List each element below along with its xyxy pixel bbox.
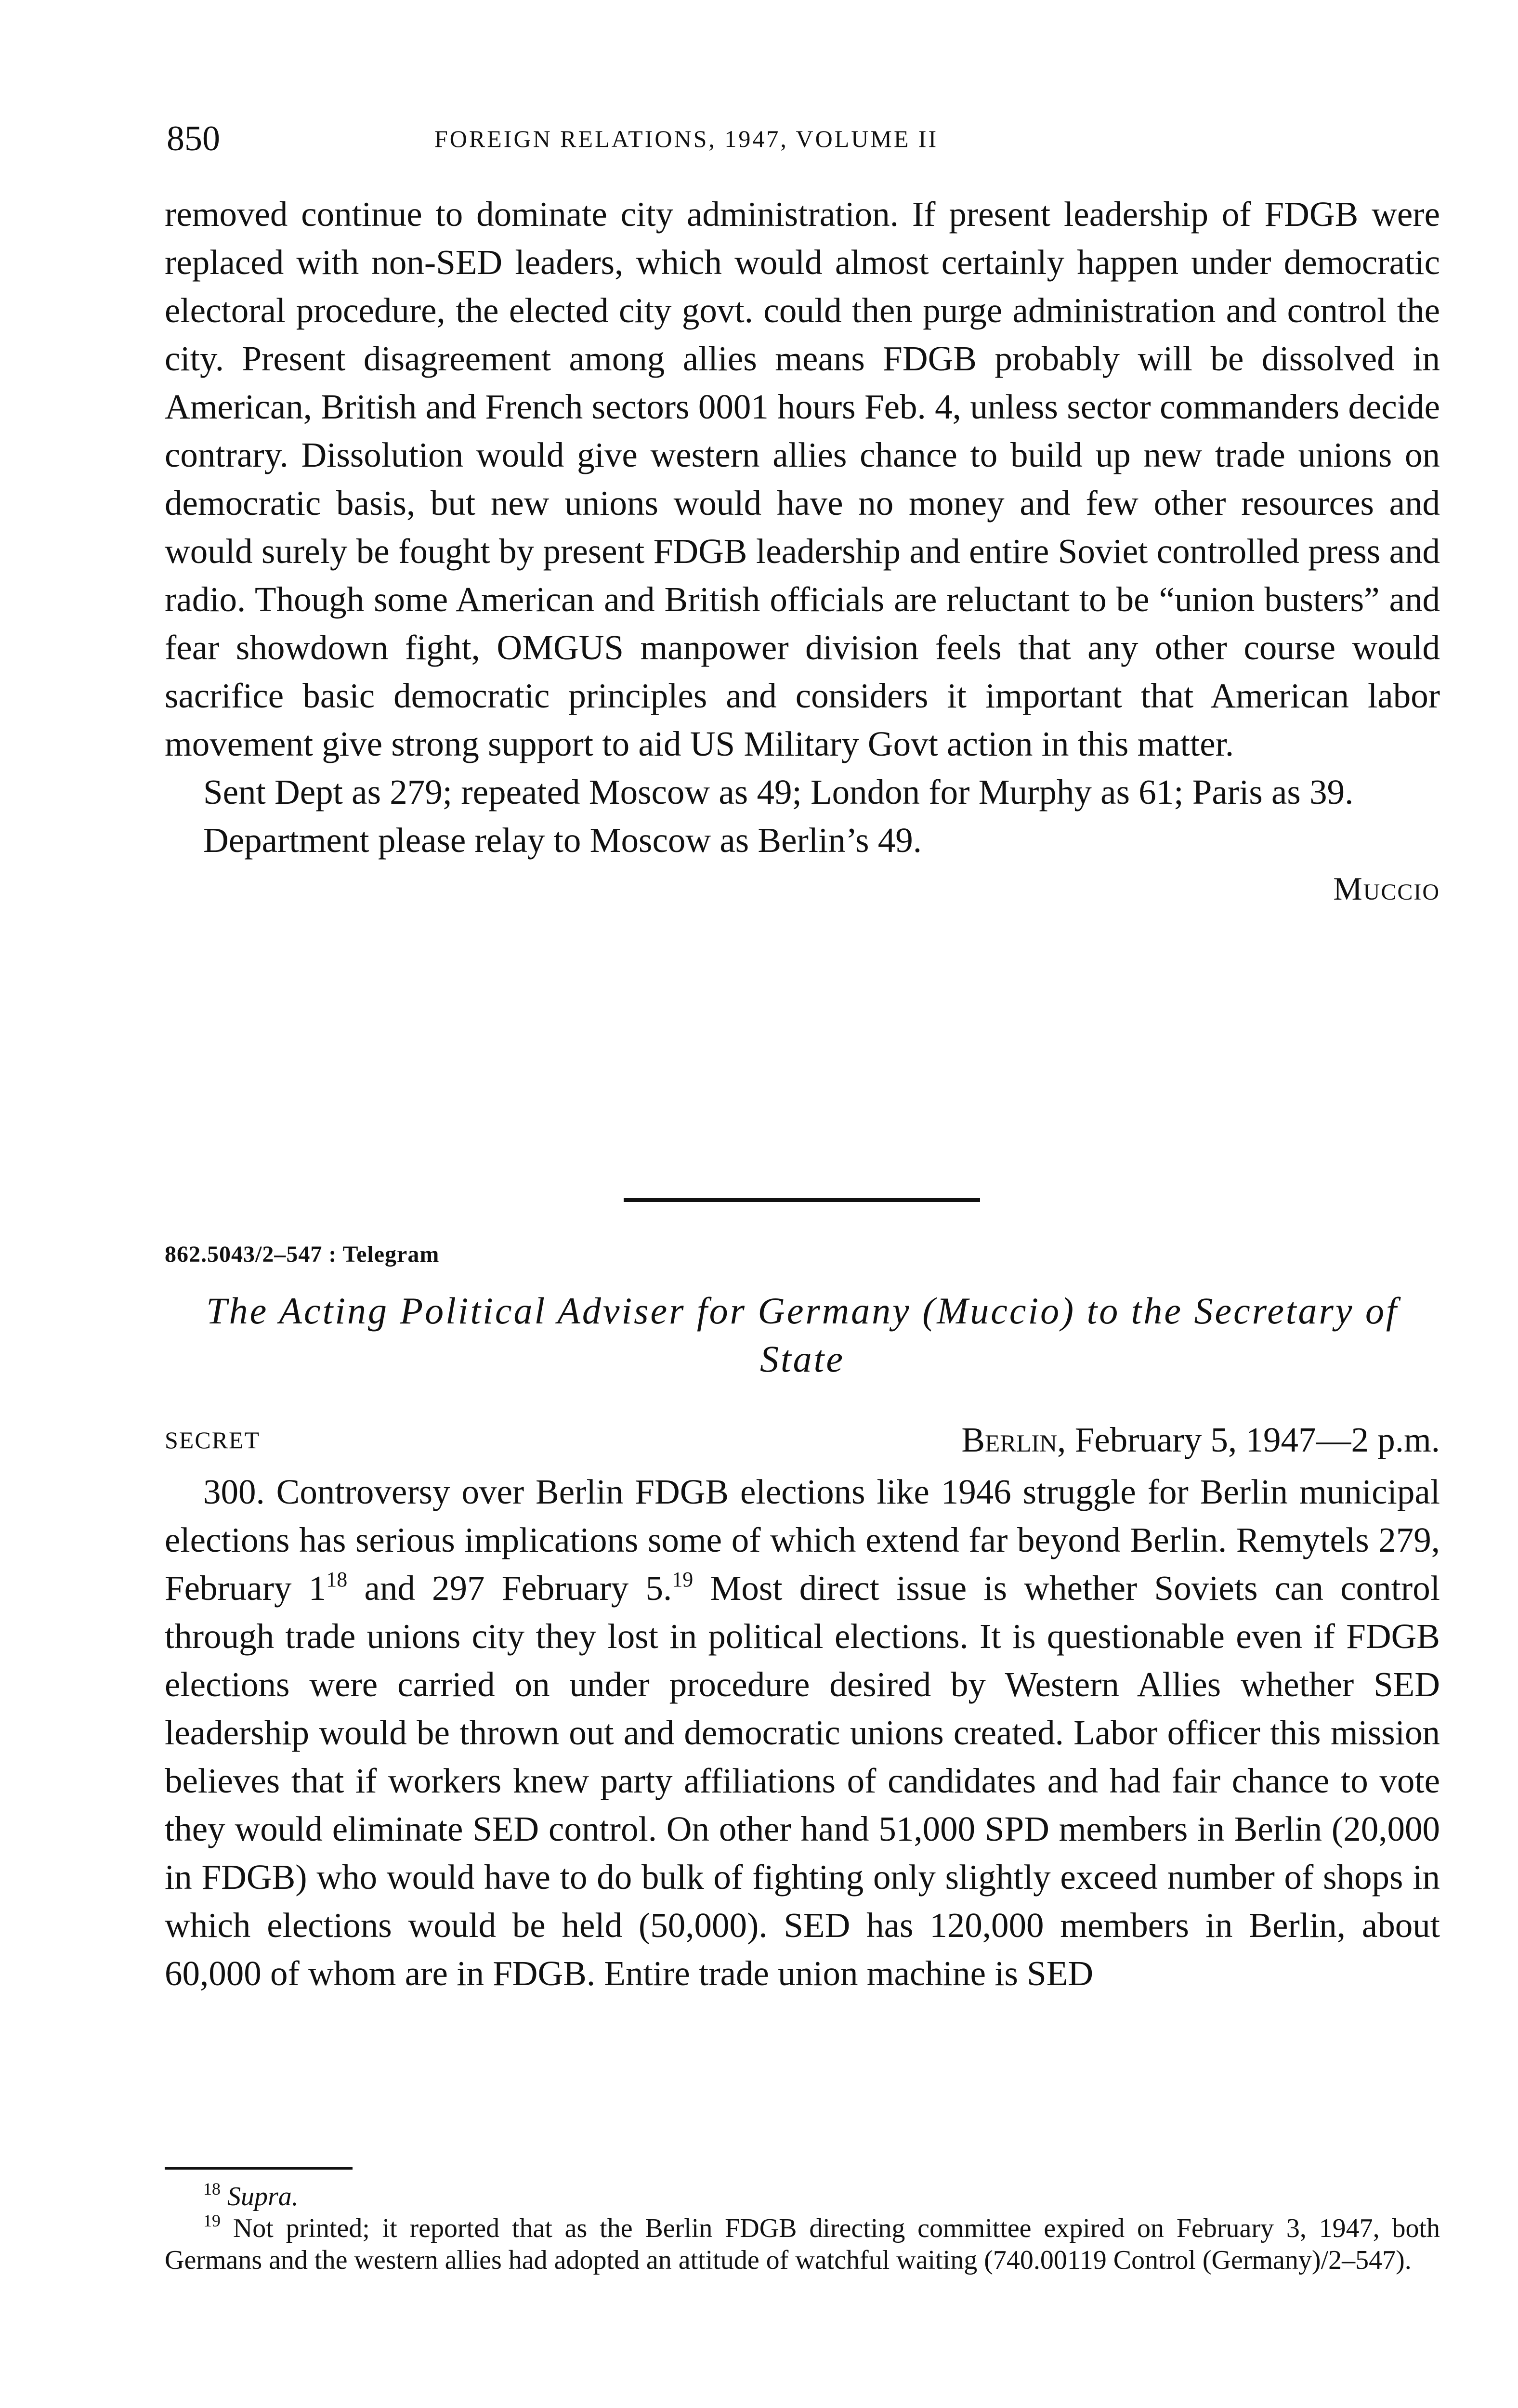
document-title: The Acting Political Adviser for Germany (Muccio) to the Secretary of State (206, 1290, 1399, 1380)
footnote-divider (165, 2167, 353, 2170)
footnote-text: Supra. (227, 2182, 299, 2212)
telegram-paragraph (165, 1468, 1440, 1998)
footnote-number: 18 (203, 2179, 221, 2199)
body-text-part-3: Most direct issue is whether Soviets can control through trade unions city they lost in political elections. It is questionable even if FDGB elections were carried on under procedure desired by Western Allies whether SED leadership would be thrown out and democratic unions created. Labor officer this mission believes that if workers knew party affiliations of candidates and had fair chance to vote they would eliminate SED control. On other hand 51,000 SPD members in Berlin (20,000 in FDGB) who would have to do bulk of fighting only slightly exceed number of shops in which elections would be held (50,000). SED has 120,000 members in Berlin, about 60,000 of whom are in FDGB. Entire trade union machine is SED (165, 1569, 1440, 1993)
footnote-text: Not printed; it reported that as the Berlin FDGB directing committee expired on February 3, 1947, both Germans and the western allies had adopted an attitude of watchful waiting (740.00119 Control (Germany)/2–547). (165, 2213, 1440, 2275)
body-text-part-1: 300. Controversy over Berlin FDGB elections like 1946 struggle for Berlin municipal elections has serious implications some of which extend far beyond Berlin. Remytels 279, February 1 (165, 1472, 1440, 1608)
continued-telegram (165, 190, 1440, 913)
document-page (165, 0, 1440, 2408)
footnotes (165, 2181, 1440, 2276)
page-number: 850 (167, 119, 220, 158)
dateline (961, 1416, 1440, 1464)
section-divider (624, 1198, 980, 1202)
running-head: FOREIGN RELATIONS, 1947, VOLUME II (434, 125, 939, 152)
routing-paragraph: Sent Dept as 279; repeated Moscow as 49; London for Murphy as 61; Paris as 39. (203, 772, 1354, 811)
footnote-number: 19 (203, 2211, 221, 2230)
body-text-part-2: and 297 February 5. (347, 1569, 672, 1608)
footnote (165, 2212, 1440, 2276)
relay-paragraph: Department please relay to Moscow as Berlin’s 49. (203, 821, 922, 860)
page-header (165, 115, 1440, 163)
dateline-place: Berlin, (961, 1420, 1066, 1459)
continued-paragraph: removed continue to dominate city administration. If present leadership of FDGB were replaced with non-SED leaders, which would almost certainly happen under democratic electoral procedure, the elected city govt. could then purge administration and control the city. Present disagreement among allies means FDGB probably will be dissolved in American, British and French sectors 0001 hours Feb. 4, unless sector commanders decide contrary. Dissolution would give western allies chance to build up new trade unions on democratic basis, but new unions would have no money and few other resources and would surely be fought by present FDGB leadership and entire Soviet controlled press and radio. Though some American and British officials are reluctant to be “union busters” and fear showdown fight, OMGUS manpower division feels that any other course would sacrifice basic democratic principles and considers it important that American labor movement give strong support to aid US Military Govt action in this matter. (165, 195, 1440, 763)
telegram-body (165, 1468, 1440, 1998)
telegram-meta (165, 1416, 1440, 1464)
classification-label: SECRET (165, 1426, 261, 1453)
footnote-reference-18: 18 (326, 1568, 348, 1591)
signature: Muccio (1333, 870, 1440, 907)
file-reference: 862.5043/2–547 : Telegram (165, 1242, 440, 1267)
footnote (165, 2181, 1440, 2212)
dateline-date: February 5, 1947—2 p.m. (1074, 1420, 1440, 1459)
footnote-reference-19: 19 (672, 1568, 694, 1591)
